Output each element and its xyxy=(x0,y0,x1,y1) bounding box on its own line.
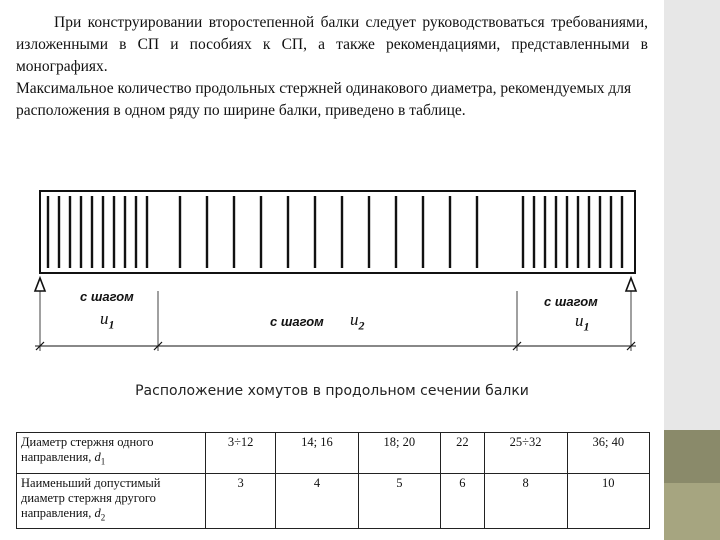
table-row xyxy=(17,433,650,474)
figure-caption: Расположение хомутов в продольном сечении балки xyxy=(135,383,529,399)
table-cell: 3÷12 xyxy=(206,433,276,474)
right-zone-label: с шагом xyxy=(544,294,598,309)
beam-figure xyxy=(30,176,662,356)
table-cell: 4 xyxy=(276,474,358,529)
left-zone-symbol: $u_1$ xyxy=(100,309,115,332)
paragraph-intro: При конструировании второстепенной балки следует руководствоваться требованиями, изложенными в СП и пособиях к СП, а также рекомендациями, представленными в монографиях. xyxy=(16,14,648,75)
right-zone-symbol: $u_1$ xyxy=(575,311,590,334)
table-cell: 3 xyxy=(206,474,276,529)
middle-zone-label: с шагом xyxy=(270,314,324,329)
left-support-icon xyxy=(35,278,45,291)
paragraph-table-reference: Максимальное количество продольных стержней одинакового диаметра, рекомендуемых для расположения в одном ряду по ширине балки, приведено в таблице. xyxy=(16,80,632,119)
table-cell: 14; 16 xyxy=(276,433,358,474)
stirrups-group xyxy=(48,196,622,268)
beam-drawing xyxy=(30,176,662,356)
table-cell: 8 xyxy=(484,474,567,529)
right-support-icon xyxy=(626,278,636,291)
table-cell: 36; 40 xyxy=(567,433,649,474)
table-row-header: Диаметр стержня одного направления, $d_1$ xyxy=(17,433,206,474)
rebar-diameter-table xyxy=(16,432,650,529)
table-cell: 22 xyxy=(441,433,485,474)
middle-zone-symbol: $u_2$ xyxy=(350,310,365,333)
left-zone-label: с шагом xyxy=(80,289,134,304)
table-cell: 5 xyxy=(358,474,440,529)
decorative-accent-block-lower xyxy=(664,483,720,540)
table-cell: 18; 20 xyxy=(358,433,440,474)
table-cell: 10 xyxy=(567,474,649,529)
table-row-header: Наименьший допустимый диаметр стержня другого направления, $d_2$ xyxy=(17,474,206,529)
body-text xyxy=(16,12,648,122)
table-row xyxy=(17,474,650,529)
table-cell: 25÷32 xyxy=(484,433,567,474)
decorative-side-band xyxy=(664,0,720,540)
table-cell: 6 xyxy=(441,474,485,529)
